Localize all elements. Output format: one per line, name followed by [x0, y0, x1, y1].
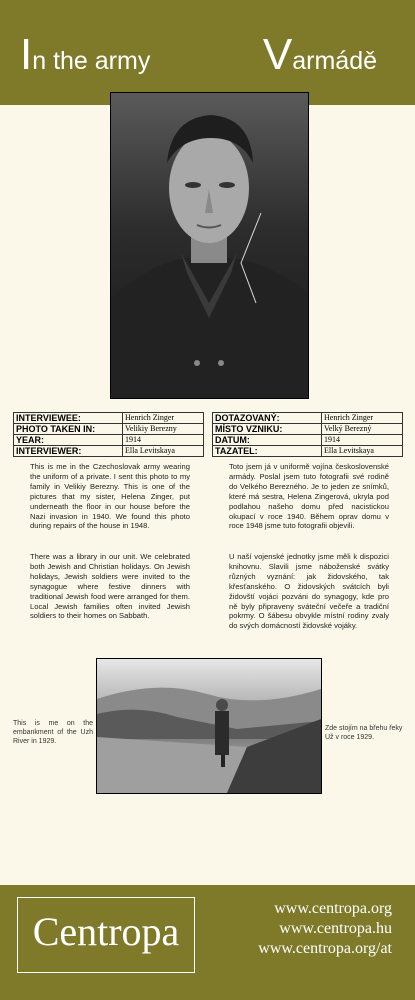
info-value: Ella Levitskaya: [123, 446, 204, 457]
paragraph-czech-1: Toto jsem já v uniformě vojína československé armády. Poslal jsem tuto fotografii své rodině do Velkého Berezného. Je to jeden ze snímků, které má sestra, Helena Zingerová, ukryla pod podlahou našeho domu před nacistickou okupací v roce 1940. Během oprav domu v roce 1948 jsme tuto fotografii objevili.: [229, 462, 389, 531]
info-label: DOTAZOVANÝ:: [213, 413, 322, 424]
info-label: INTERVIEWEE:: [14, 413, 123, 424]
logo-text: Centropa: [32, 909, 180, 954]
url-centropa-hu[interactable]: www.centropa.hu: [279, 920, 392, 937]
river-photo-art: [97, 659, 321, 793]
table-row: [213, 413, 403, 424]
table-row: [14, 446, 204, 457]
header-band: [0, 0, 415, 105]
centropa-logo: [17, 897, 195, 973]
info-label: PHOTO TAKEN IN:: [14, 424, 123, 435]
info-label: TAZATEL:: [213, 446, 322, 457]
table-row: [14, 424, 204, 435]
info-label: MÍSTO VZNIKU:: [213, 424, 322, 435]
url-centropa-at[interactable]: www.centropa.org/at: [258, 940, 392, 957]
caption-czech: Zde stojím na břehu řeky Už v roce 1929.: [325, 725, 403, 741]
table-row: [14, 435, 204, 446]
info-label: INTERVIEWER:: [14, 446, 123, 457]
info-value: Ella Levitskaya: [322, 446, 403, 457]
table-row: [213, 424, 403, 435]
info-table-english: [13, 412, 204, 457]
info-value: Henrich Zinger: [123, 413, 204, 424]
portrait-photo-art: [111, 93, 308, 398]
info-value: 1914: [123, 435, 204, 446]
table-row: [213, 435, 403, 446]
url-centropa-org[interactable]: www.centropa.org: [274, 900, 392, 917]
river-photo: [96, 658, 322, 794]
table-row: [213, 446, 403, 457]
title-english: In the army: [20, 30, 151, 79]
info-value: Velikiy Berezny: [123, 424, 204, 435]
paragraph-czech-2: U naší vojenské jednotky jsme měli k dispozici knihovnu. Slavili jsme náboženské svátky různých vyznání: jak židovského, tak křesťanského. O židovských svátcích byli židovští vojáci pozváni do synagogy, kde pro ně byly připraveny sváteční večeře a tradiční pokrmy. O šábesu obvykle místní rodiny zvaly do svých domácností židovské vojáky.: [229, 552, 389, 631]
table-row: [14, 413, 204, 424]
paragraph-english-1: This is me in the Czechoslovak army wearing the uniform of a private. I sent this photo to my family in Velikiy Berezny. This is one of the pictures that my sister, Helena Zinger, put underneath the floor in our house before the Nazi invasion in 1940. We found this photo during repairs of the house in 1948.: [30, 462, 190, 531]
portrait-photo: [110, 92, 309, 399]
info-value: 1914: [322, 435, 403, 446]
caption-english: This is me on the embankment of the Uzh River in 1929.: [13, 720, 93, 745]
info-label: DATUM:: [213, 435, 322, 446]
info-value: Henrich Zinger: [322, 413, 403, 424]
paragraph-english-2: There was a library in our unit. We celebrated both Jewish and Christian holidays. On Jewish holidays, Jewish soldiers were invited to the synagogue where festive dinners with traditional Jewish food were arranged for them. Local Jewish families often invited Jewish soldiers to their homes on Sabbath.: [30, 552, 190, 621]
info-table-czech: [212, 412, 403, 457]
footer-band: [0, 885, 415, 1000]
info-label: YEAR:: [14, 435, 123, 446]
title-czech: Varmádě: [262, 30, 377, 79]
info-value: Velký Berezný: [322, 424, 403, 435]
